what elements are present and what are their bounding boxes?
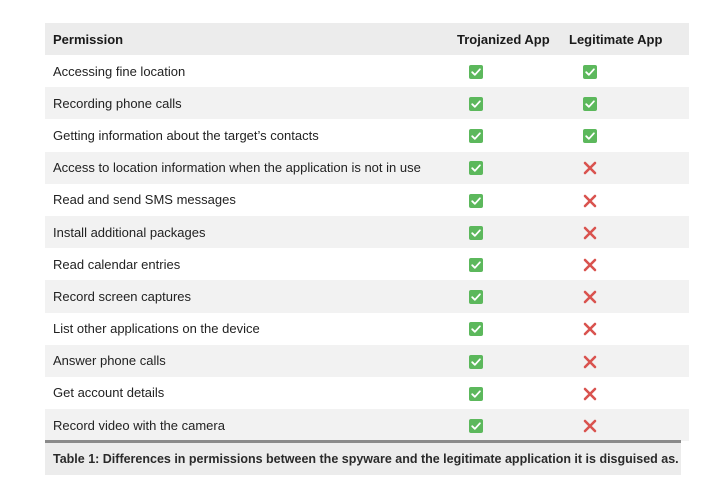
check-icon — [469, 258, 483, 272]
permission-cell: Answer phone calls — [53, 353, 166, 369]
table-row — [45, 119, 689, 151]
check-icon — [469, 226, 483, 240]
legitimate-app-cell — [569, 152, 689, 184]
legitimate-app-cell — [569, 119, 689, 151]
permission-cell: Accessing fine location — [53, 63, 186, 79]
table-row — [45, 184, 689, 216]
legitimate-app-cell — [569, 55, 689, 87]
table-row — [45, 377, 689, 409]
check-icon — [469, 322, 483, 336]
legitimate-app-cell — [569, 216, 689, 248]
permission-cell: Getting information about the target’s contacts — [53, 127, 319, 143]
legitimate-app-cell — [569, 184, 689, 216]
trojanized-app-cell — [457, 216, 569, 248]
cross-icon — [583, 387, 597, 401]
table-row — [45, 152, 689, 184]
check-icon — [469, 161, 483, 175]
permission-cell: Recording phone calls — [53, 95, 182, 111]
cross-icon — [583, 194, 597, 208]
check-icon — [583, 129, 597, 143]
header-trojanized-app: Trojanized App — [457, 31, 550, 47]
permission-cell: Access to location information when the application is not in use — [53, 160, 421, 176]
check-icon — [469, 387, 483, 401]
table-row — [45, 87, 689, 119]
legitimate-app-cell — [569, 345, 689, 377]
trojanized-app-cell — [457, 248, 569, 280]
permissions-table — [45, 23, 689, 441]
cross-icon — [583, 419, 597, 433]
permission-cell: Get account details — [53, 385, 165, 401]
check-icon — [469, 290, 483, 304]
legitimate-app-cell — [569, 280, 689, 312]
table-row — [45, 280, 689, 312]
cross-icon — [583, 322, 597, 336]
table-row — [45, 55, 689, 87]
header-legitimate-app: Legitimate App — [569, 31, 663, 47]
permission-cell: Record screen captures — [53, 288, 192, 304]
permission-cell: Install additional packages — [53, 224, 206, 240]
check-icon — [469, 129, 483, 143]
trojanized-app-cell — [457, 345, 569, 377]
check-icon — [469, 355, 483, 369]
header-permission: Permission — [53, 31, 124, 47]
table-header-row — [45, 23, 689, 55]
cross-icon — [583, 258, 597, 272]
table-row — [45, 216, 689, 248]
trojanized-app-cell — [457, 152, 569, 184]
table-row — [45, 345, 689, 377]
check-icon — [469, 194, 483, 208]
permission-cell: List other applications on the device — [53, 321, 260, 337]
table-caption: Table 1: Differences in permissions between the spyware and the legitimate application it is disguised as. — [45, 440, 681, 475]
trojanized-app-cell — [457, 409, 569, 441]
trojanized-app-cell — [457, 87, 569, 119]
cross-icon — [583, 161, 597, 175]
check-icon — [469, 419, 483, 433]
check-icon — [469, 97, 483, 111]
legitimate-app-cell — [569, 409, 689, 441]
permissions-table-container — [45, 23, 681, 441]
cross-icon — [583, 226, 597, 240]
permission-cell: Record video with the camera — [53, 417, 225, 433]
trojanized-app-cell — [457, 313, 569, 345]
cross-icon — [583, 290, 597, 304]
table-body — [45, 55, 689, 441]
table-row — [45, 409, 689, 441]
trojanized-app-cell — [457, 55, 569, 87]
trojanized-app-cell — [457, 377, 569, 409]
table-row — [45, 313, 689, 345]
permission-cell: Read calendar entries — [53, 256, 181, 272]
trojanized-app-cell — [457, 280, 569, 312]
legitimate-app-cell — [569, 377, 689, 409]
cross-icon — [583, 355, 597, 369]
permission-cell: Read and send SMS messages — [53, 192, 236, 208]
check-icon — [583, 97, 597, 111]
check-icon — [583, 65, 597, 79]
trojanized-app-cell — [457, 184, 569, 216]
table-row — [45, 248, 689, 280]
check-icon — [469, 65, 483, 79]
legitimate-app-cell — [569, 87, 689, 119]
trojanized-app-cell — [457, 119, 569, 151]
legitimate-app-cell — [569, 248, 689, 280]
legitimate-app-cell — [569, 313, 689, 345]
